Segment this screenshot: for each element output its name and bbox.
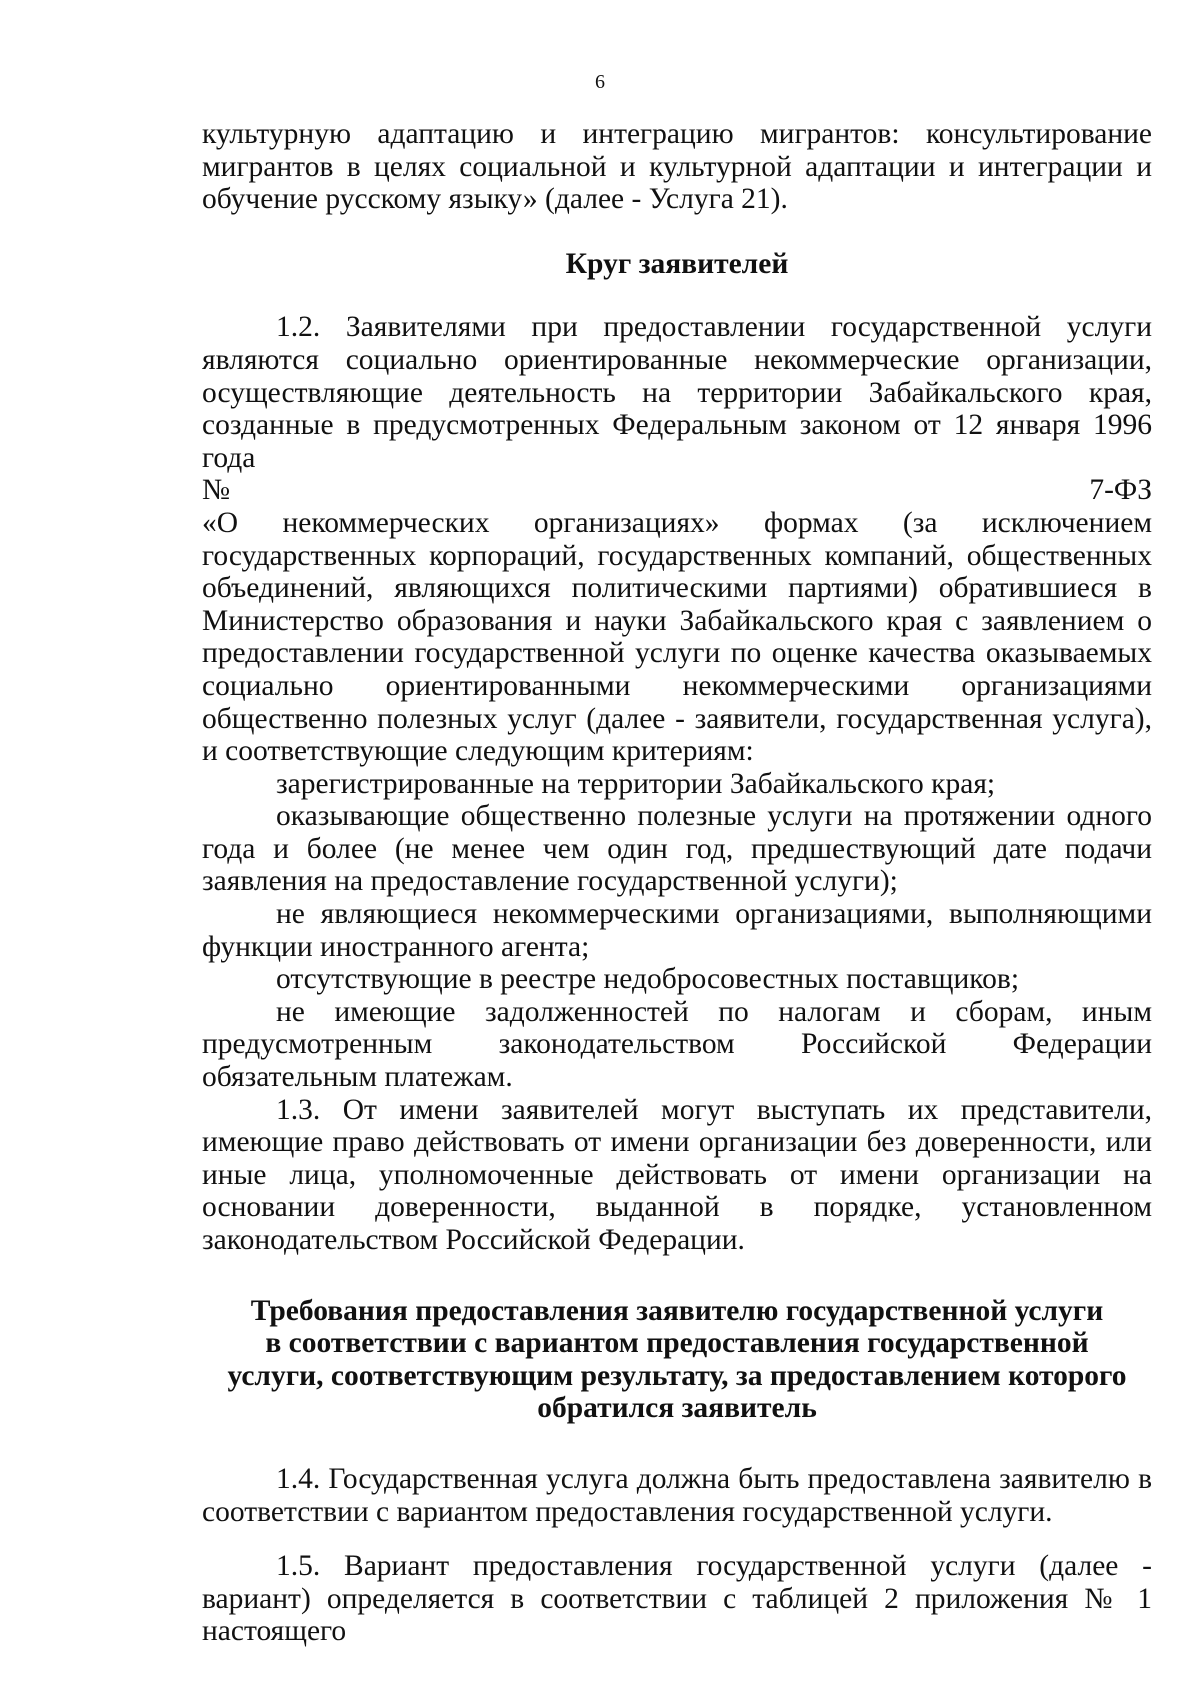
paragraph-1-4: 1.4. Государственная услуга должна быть предоставлена заявителю в соответствии с вариантом предоставления государственной услуги. <box>202 1462 1152 1528</box>
heading-line: обратился заявитель <box>537 1392 817 1425</box>
criteria-item: не являющиеся некоммерческими организациями, выполняющими функции иностранного агента; <box>202 898 1152 963</box>
criteria-item: не имеющие задолженностей по налогам и сборам, иным предусмотренным законодательством Российской Федерации обязательным платежам. <box>202 995 1152 1094</box>
section-heading-applicants: Круг заявителей <box>565 247 789 280</box>
page-number: 6 <box>595 71 605 93</box>
paragraph-1-3: 1.3. От имени заявителей могут выступать их представители, имеющие право действовать от имени организации без доверенности, или иные лица, уполномоченные действовать от имени организации на основании доверенности, выданной в порядке, установленном законодательством Российской Федерации. <box>202 1093 1152 1256</box>
section-heading-requirements <box>202 1295 1152 1425</box>
heading-line: в соответствии с вариантом предоставления государственной <box>265 1327 1089 1360</box>
number-sign: № <box>202 474 231 507</box>
criteria-item: зарегистрированные на территории Забайкальского края; <box>276 767 996 800</box>
criteria-item: отсутствующие в реестре недобросовестных поставщиков; <box>276 963 1020 996</box>
law-number-line <box>202 474 1152 507</box>
criteria-item: оказывающие общественно полезные услуги на протяжении одного года и более (не менее чем один год, предшествующий дате подачи заявления на предоставление государственной услуги); <box>202 800 1152 898</box>
document-body <box>202 118 1152 1648</box>
law-number: 7-ФЗ <box>1089 474 1152 507</box>
paragraph-1-2-part-a: 1.2. Заявителями при предоставлении государственной услуги являются социально ориентированные некоммерческие организации, осуществляющие деятельность на территории Забайкальского края, созданные в предусмотренных Федеральным законом от 12 января 1996 года <box>202 311 1152 474</box>
intro-paragraph: культурную адаптацию и интеграцию мигрантов: консультирование мигрантов в целях социальной и культурной адаптации и интеграции и обучение русскому языку» (далее - Услуга 21). <box>202 118 1152 216</box>
heading-line: услуги, соответствующим результату, за предоставлением которого <box>227 1359 1127 1392</box>
paragraph-1-2-part-b: «О некоммерческих организациях» формах (за исключением государственных корпораций, государственных компаний, общественных объединений, являющихся политическими партиями) обратившиеся в Министерство образования и науки Забайкальского края с заявлением о предоставлении государственной услуги по оценке качества оказываемых социально ориентированными некоммерческими организациями общественно полезных услуг (далее - заявители, государственная услуга), и соответствующие следующим критериям: <box>202 506 1152 768</box>
paragraph-1-5: 1.5. Вариант предоставления государственной услуги (далее - вариант) определяется в соответствии с таблицей 2 приложения № 1 настоящего <box>202 1550 1152 1648</box>
heading-line: Требования предоставления заявителю государственной услуги <box>250 1294 1104 1327</box>
